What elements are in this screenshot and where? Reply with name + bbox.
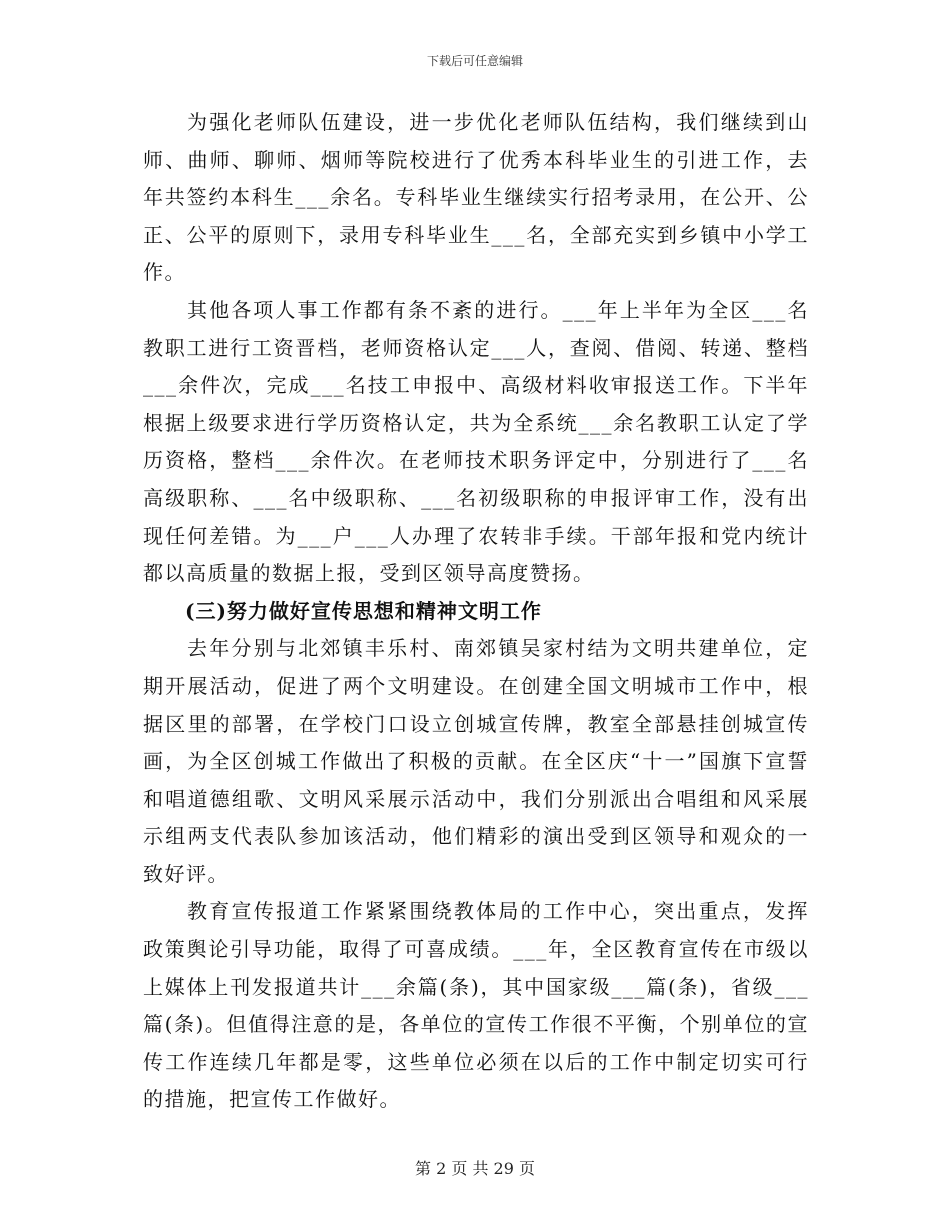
page-number: 第 2 页 共 29 页 [415, 1159, 535, 1178]
section-heading-publicity: (三)努力做好宣传思想和精神文明工作 [185, 598, 542, 623]
paragraph-civilization-building: 去年分别与北郊镇丰乐村、南郊镇吴家村结为文明共建单位，定期开展活动，促进了两个文明建设。在创建全国文明城市工作中，根据区里的部署，在学校门口设立创城宣传牌，教室全部悬挂创城宣传画，为全区创城工作做出了积极的贡献。在全区庆“十一”国旗下宣誓和唱道德组歌、文明风采展示活动中，我们分别派出合唱组和风采展示组两支代表队参加该活动，他们精彩的演出受到区领导和观众的一致好评。 [143, 636, 809, 886]
paragraph-personnel-work: 其他各项人事工作都有条不紊的进行。___年上半年为全区___名教职工进行工资晋档，老师资格认定___人，查阅、借阅、转递、整档___余件次，完成___名技工申报中、高级材料收审报送工作。下半年根据上级要求进行学历资格认定，共为全系统___余名教职工认定了学历资格，整档___余件次。在老师技术职务评定中，分别进行了___名高级职称、___名中级职称、___名初级职称的申报评审工作，没有出现任何差错。为___户___人办理了农转非手续。干部年报和党内统计都以高质量的数据上报，受到区领导高度赞扬。 [143, 297, 809, 586]
document-body [143, 104, 809, 1119]
page-header: 下载后可任意编辑 [426, 54, 523, 68]
paragraph-teacher-recruitment: 为强化老师队伍建设，进一步优化老师队伍结构，我们继续到山师、曲师、聊师、烟师等院校进行了优秀本科毕业生的引进工作，去年共签约本科生___余名。专科毕业生继续实行招考录用，在公开、公正、公平的原则下，录用专科毕业生___名，全部充实到乡镇中小学工作。 [143, 110, 809, 285]
paragraph-education-publicity: 教育宣传报道工作紧紧围绕教体局的工作中心，突出重点，发挥政策舆论引导功能，取得了可喜成绩。___年，全区教育宣传在市级以上媒体上刊发报道共计___余篇(条)，其中国家级___篇(条)，省级___篇(条)。但值得注意的是，各单位的宣传工作很不平衡，个别单位的宣传工作连续几年都是零，这些单位必须在以后的工作中制定切实可行的措施，把宣传工作做好。 [143, 899, 809, 1112]
